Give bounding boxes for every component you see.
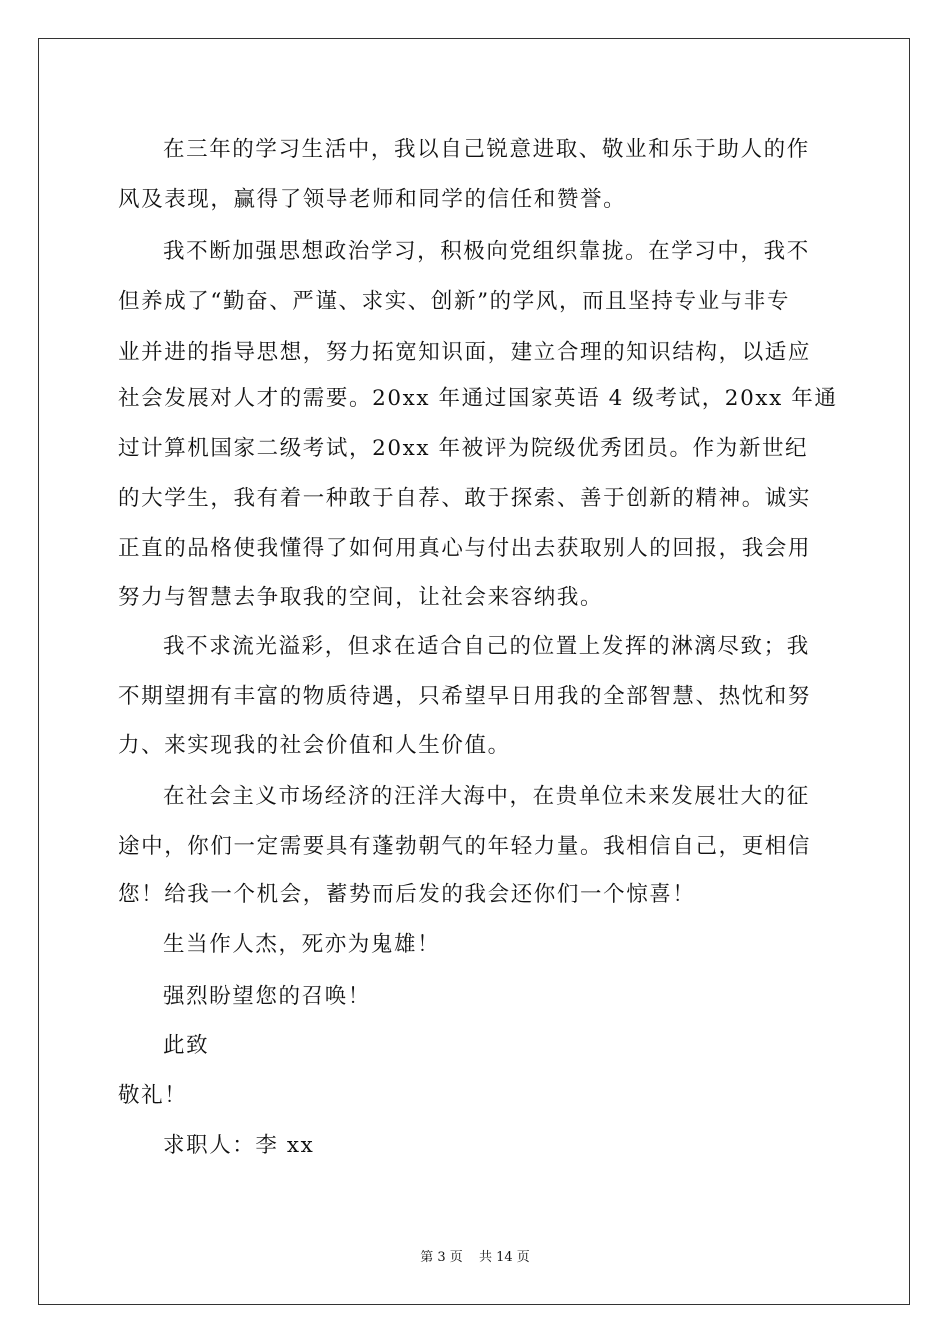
text-line: 的大学生，我有着一种敢于自荐、敢于探索、善于创新的精神。诚实 [118,486,812,511]
text-line: 我不求流光溢彩，但求在适合自己的位置上发挥的淋漓尽致；我 [163,634,810,659]
salutation: 敬礼！ [118,1083,188,1108]
text-line: 正直的品格使我懂得了如何用真心与付出去获取别人的回报，我会用 [118,536,812,561]
text-line: 业并进的指导思想，努力拓宽知识面，建立合理的知识结构，以适应 [118,340,812,365]
text-line: 生当作人杰，死亦为鬼雄！ [163,932,441,957]
text-line: 我不断加强思想政治学习，积极向党组织靠拢。在学习中，我不 [163,239,810,264]
text-line: 强烈盼望您的召唤！ [163,984,371,1009]
text-line: 不期望拥有丰富的物质待遇，只希望早日用我的全部智慧、热忱和努 [118,684,812,709]
text-line: 但养成了“勤奋、严谨、求实、创新”的学风，而且坚持专业与非专 [118,289,790,314]
closing-line: 此致 [163,1033,210,1058]
page-border [38,38,910,1305]
text-line: 社会发展对人才的需要。20xx 年通过国家英语 4 级考试，20xx 年通 [118,386,838,411]
signature-line: 求职人：李 xx [163,1133,315,1158]
text-line: 过计算机国家二级考试，20xx 年被评为院级优秀团员。作为新世纪 [118,436,809,461]
text-line: 您！给我一个机会，蓄势而后发的我会还你们一个惊喜！ [118,882,696,907]
page-total: 共 14 页 [478,1250,530,1265]
text-line: 风及表现，赢得了领导老师和同学的信任和赞誉。 [118,187,627,212]
text-line: 在社会主义市场经济的汪洋大海中，在贵单位未来发展壮大的征 [163,784,810,809]
text-line: 努力与智慧去争取我的空间，让社会来容纳我。 [118,585,604,610]
text-line: 力、来实现我的社会价值和人生价值。 [118,733,511,758]
text-line: 在三年的学习生活中，我以自己锐意进取、敬业和乐于助人的作 [163,137,810,162]
page-number: 第 3 页 [420,1250,463,1265]
page-footer [0,1246,950,1265]
text-line: 途中，你们一定需要具有蓬勃朝气的年轻力量。我相信自己，更相信 [118,834,812,859]
